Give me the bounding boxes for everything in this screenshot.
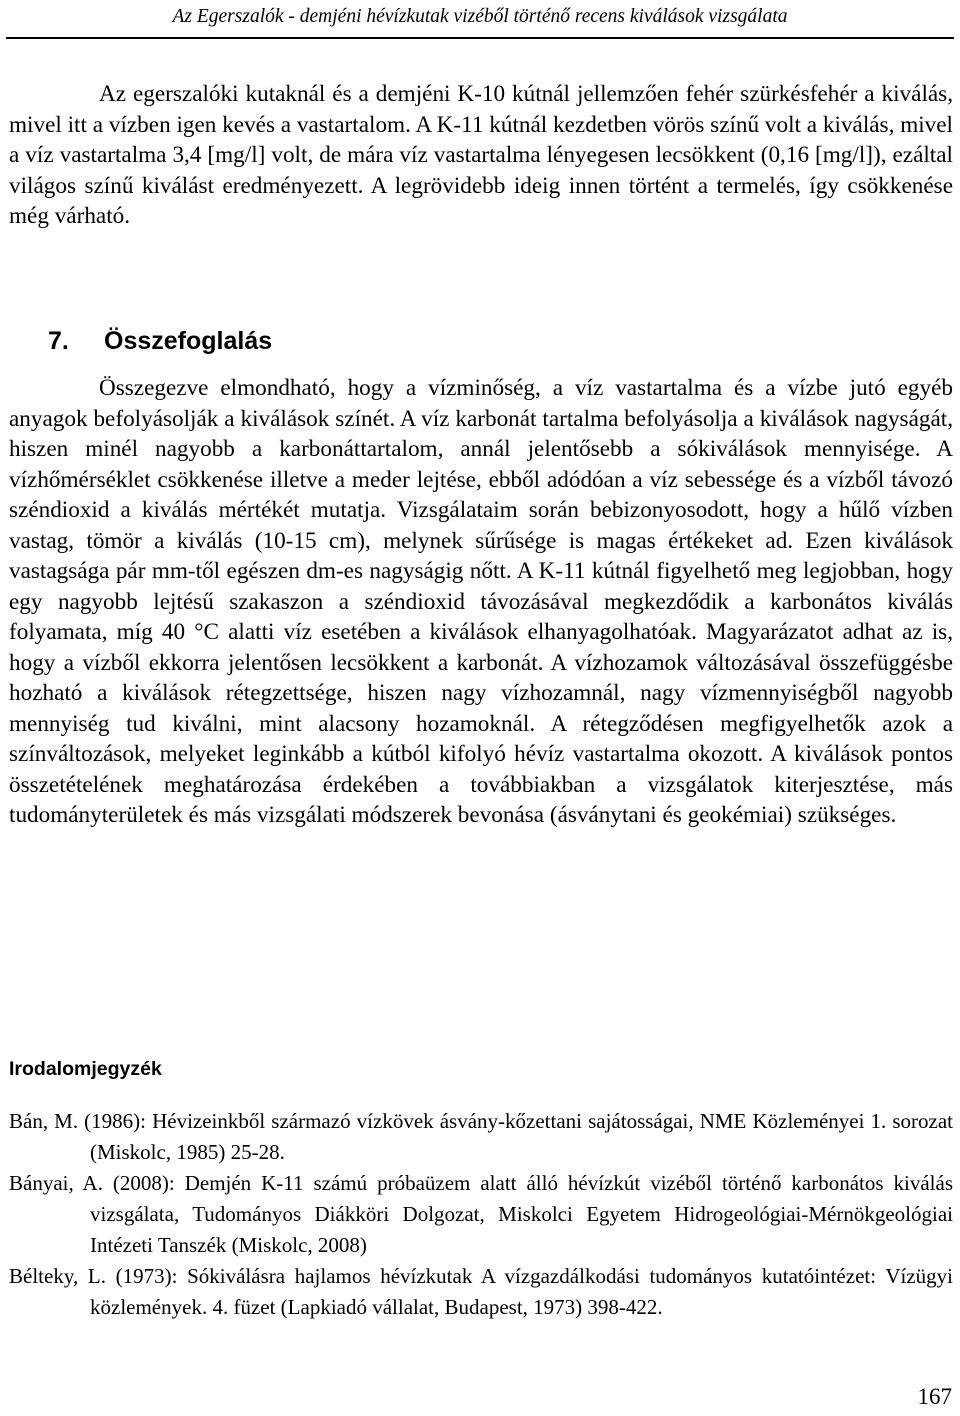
running-header: Az Egerszalók - demjéni hévízkutak vizéből történő recens kiválások vizsgálata [172,6,788,27]
page-number: 167 [917,1384,952,1409]
reference-item: Bán, M. (1986): Hévizeinkből származó vízkövek ásvány-kőzettani sajátosságai, NME Közleményei 1. sorozat (Miskolc, 1985) 25-28. [9,1109,953,1164]
section-number: 7. [48,327,69,355]
summary-paragraph-text: Összegezve elmondható, hogy a vízminőség, a víz vastartalma és a vízbe jutó egyéb anyagok befolyásolják a kiválások színét. A víz karbonát tartalma befolyásolja a kiválások nagyságát, hiszen minél nagyobb a karbonáttartalom, annál jelentősebb a sókiválások mennyisége. A vízhőmérséklet csökkenése illetve a meder lejtése, ebből adódóan a víz sebessége és a vízből távozó széndioxid a kiválás mértékét mutatja. Vizsgálataim során bebizonyosodott, hogy a hűlő vízben vastag, tömör a kiválás (10-15 cm), melynek sűrűsége is magas értékeket ad. Ezen kiválások vastagsága pár mm-től egészen dm-es nagyságig nőtt. A K-11 kútnál figyelhető meg legjobban, hogy egy nagyobb lejtésű szakaszon a széndioxid távozásával megkezdődik a karbonátos kiválás folyamata, míg 40 °C alatti víz esetében a kiválások elhanyagolhatóak. Magyarázatot adhat az is, hogy a vízből ekkorra jelentősen lecsökkent a karbonát. A vízhozamok változásával összefüggésbe hozható a kiválások rétegzettsége, hiszen nagy vízhozamnál, nagy vízmennyiségből nagyobb mennyiség tud kiválni, mint alacsony hozamoknál. A rétegződésen megfigyelhetők azok a színváltozások, melyeket leginkább a kútból kifolyó hévíz vastartalma okozott. A kiválások pontos összetételének meghatározása érdekében a továbbiakban a vizsgálatok kiterjesztése, más tudományterületek és más vizsgálati módszerek bevonása (ásványtani és geokémiai) szükséges. [9,375,953,828]
summary-paragraph [9,373,953,831]
reference-list [9,1106,953,1323]
section-heading [48,323,272,359]
header-divider [6,37,954,39]
reference-item: Bélteky, L. (1973): Sókiválásra hajlamos hévízkutak A vízgazdálkodási tudományos kutatóintézet: Vízügyi közlemények. 4. füzet (Lapkiadó vállalat, Budapest, 1973) 398-422. [9,1264,953,1319]
section-title: Összefoglalás [104,327,273,355]
references-heading: Irodalomjegyzék [9,1058,162,1080]
intro-paragraph-text: Az egerszalóki kutaknál és a demjéni K-10 kútnál jellemzően fehér szürkésfehér a kiválás, mivel itt a vízben igen kevés a vastartalom. A K-11 kútnál kezdetben vörös színű volt a kiválás, mivel a víz vastartalma 3,4 [mg/l] volt, de mára víz vastartalma lényegesen lecsökkent (0,16 [mg/l]), ezáltal világos színű kiválást eredményezett. A legrövidebb ideig innen történt a termelés, így csökkenése még várható. [9,81,953,229]
intro-paragraph [9,79,953,232]
reference-item: Bányai, A. (2008): Demjén K-11 számú próbaüzem alatt álló hévízkút vizéből történő karbonátos kiválás vizsgálata, Tudományos Diákköri Dolgozat, Miskolci Egyetem Hidrogeológiai-Mérnökgeológiai Intézeti Tanszék (Miskolc, 2008) [9,1171,953,1257]
